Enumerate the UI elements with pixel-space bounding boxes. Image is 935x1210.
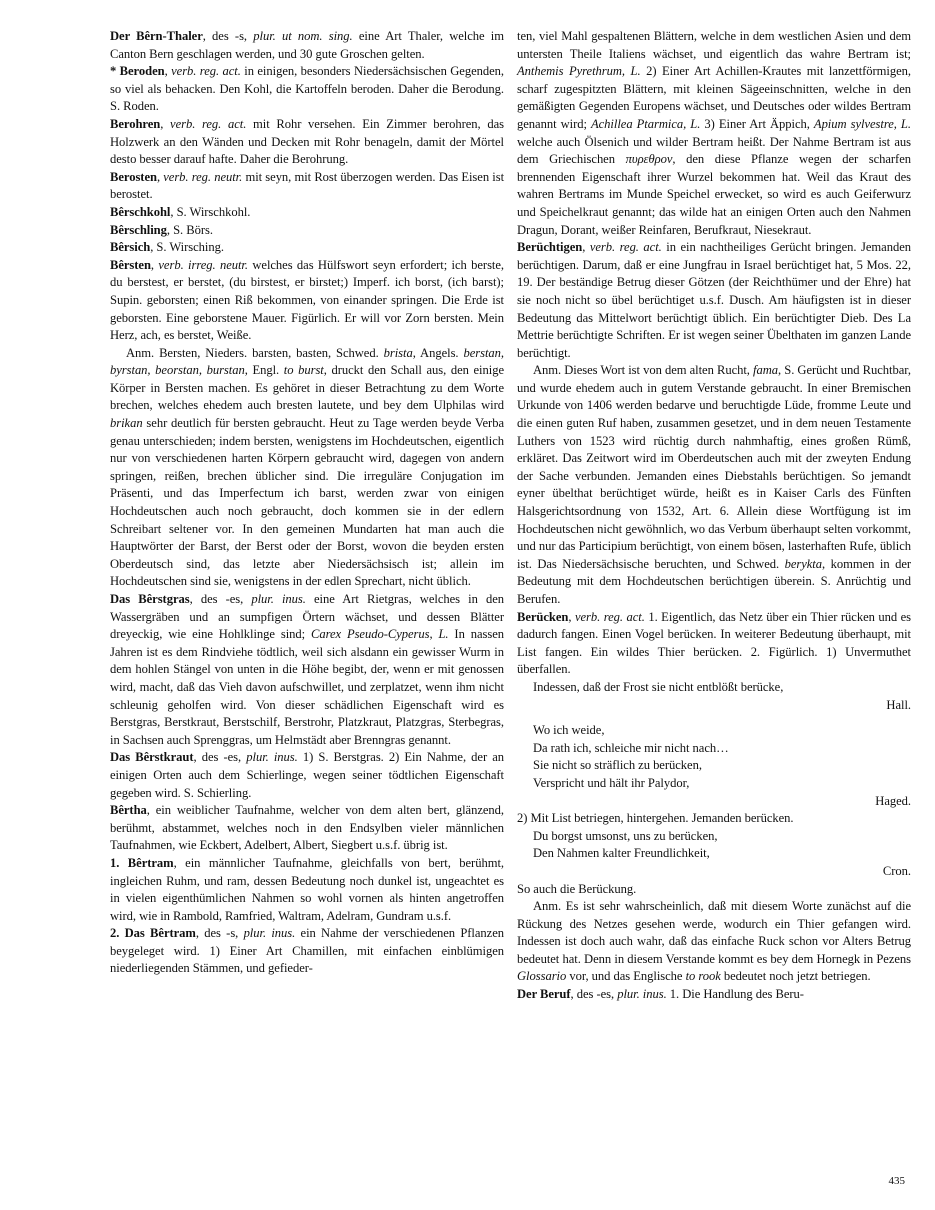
entry-paragraph <box>517 775 911 793</box>
entry-paragraph <box>517 810 911 828</box>
entry-headword: Bêrtha <box>110 803 147 818</box>
entry-text: , verb. reg. act. mit Rohr versehen. Ein Zimmer berohren, das Holzwerk an den Wänden und Decken mit Rohr benageln, damit der Mörtel desto besser darauf hafte. Daher die Berohrung. <box>110 116 504 167</box>
entry-headword: Der Bêrn-Thaler <box>110 29 203 43</box>
dictionary-entry <box>110 63 504 116</box>
dictionary-entry <box>110 802 504 855</box>
dictionary-entry <box>110 28 504 63</box>
entry-headword: * Beroden <box>110 64 165 79</box>
entry-headword: Berüchtigen <box>517 240 583 255</box>
dictionary-entry <box>110 925 504 978</box>
entry-text: Verspricht und hält ihr Palydor, <box>533 775 690 790</box>
entry-paragraph <box>110 345 504 591</box>
entry-text: Indessen, daß der Frost sie nicht entblößt berücke, <box>533 679 784 694</box>
dictionary-entry <box>110 257 504 345</box>
entry-paragraph <box>517 740 911 758</box>
entry-text: , S. Wirsching. <box>150 240 224 255</box>
dictionary-entry <box>110 204 504 222</box>
entry-paragraph <box>517 679 911 697</box>
entry-headword: 1. Bêrtram <box>110 855 174 870</box>
entry-text: 2) Mit List betriegen, hintergehen. Jemanden berücken. <box>517 811 794 826</box>
entry-text: Sie nicht so sträflich zu berücken, <box>533 758 702 773</box>
entry-text: Anm. Es ist sehr wahrscheinlich, daß mit diesem Worte zunächst auf die Rückung des Netzes gesehen werde, wodurch ein Thier gefangen wird. Indessen ist doch auch wahr, daß das einfache Ruck schon vor Alters Betrug bedeutet hat. Denn in diesem Verstande kommt es bey dem Hornegk in Pezens Glossario vor, und das Englische to rook bedeutet noch jetzt betriegen. <box>517 899 911 984</box>
entry-headword: Bêrschkohl <box>110 204 171 219</box>
entry-paragraph <box>517 722 911 740</box>
entry-paragraph <box>517 28 911 239</box>
dictionary-entry <box>110 222 504 240</box>
entry-headword: Berücken <box>517 609 569 624</box>
entry-paragraph <box>517 828 911 846</box>
dictionary-entry <box>110 855 504 925</box>
entry-text: Den Nahmen kalter Freundlichkeit, <box>533 846 710 861</box>
entry-text: Haged. <box>875 793 911 808</box>
entry-headword: Berosten <box>110 169 157 184</box>
entry-headword: Das Bêrstgras <box>110 592 190 606</box>
entry-headword: Bêrsich <box>110 240 151 255</box>
entry-paragraph <box>517 863 911 881</box>
entry-text: Anm. Dieses Wort ist von dem alten Rucht, fama, S. Gerücht und Ruchtbar, und wurde ehedem auch in gutem Verstande gebraucht. In einer Bremischen Urkunde von 1406 werden bedarve und beruchtigde Lüde, fromme Leute und die einen guten Ruf haben, zusammen gesetzet, und in dem neuen Testamente Luthers von 1523 wird rüchtig durch nahmhaftig, eines großen Rümß, erkläret. Das Zeitwort wird im Oberdeutschen auch mit der zweyten Endung der Sache verbunden. Jemanden eines Diebstahls berüchtigen. So jemandt eyner übelthat berüchtiget würde, heißt es in Kaiser Carls des Fünften Halsgerichtsordnung von 1532, Art. 6. Allein diese Wortfügung ist im Hochdeutschen nicht gewöhnlich, wo das Verbum überhaupt selten vorkommt, und nur das Participium berüchtigt, von einem bösen, lasterhaften Rufe, üblich ist. Das Niedersächsische beruchten, und Schwed. berykta, kommen in der Bedeutung mit dem Hochdeutschen berüchtigen überein. S. Anrüchtig und Berufen. <box>517 363 912 606</box>
entry-headword: Berohren <box>110 116 161 131</box>
entry-text: , des -es, plur. inus. 1) S. Berstgras. 2) Ein Nahme, der an einigen Orten auch dem Schierlinge, wegen seiner tödtlichen Eigenschaft gegeben wird. S. Schierling. <box>110 750 504 800</box>
entry-paragraph <box>517 793 911 811</box>
entry-paragraph <box>517 845 911 863</box>
entry-text: Hall. <box>886 697 911 712</box>
page-number: 435 <box>888 1175 905 1187</box>
dictionary-entry <box>110 169 504 204</box>
entry-text: , verb. reg. act. in einigen, besonders Niedersächsischen Gegenden, so viel als behacken. Den Kohl, die Kartoffeln beroden. Daher die Berodung. S. Roden. <box>110 64 504 114</box>
dictionary-entry <box>110 591 504 749</box>
entry-paragraph <box>517 697 911 715</box>
entry-text: Cron. <box>882 863 911 878</box>
entry-text: , des -es, plur. inus. 1. Die Handlung des Beru- <box>570 987 804 1002</box>
entry-text: , ein männlicher Taufnahme, gleichfalls von bert, berühmt, ingleichen Ruhm, und ram, dessen Bedeutung noch dunkel ist, ungeachtet es in vielen eigenthümlichen Nahmen so wohl vornen als hinten angetroffen wird, wie in Rambold, Ramfried, Waltram, Adelram, Gundram u.s.f. <box>110 855 504 923</box>
entry-headword: Bêrsten <box>110 257 151 272</box>
entry-paragraph <box>517 881 911 899</box>
entry-text: So auch die Berückung. <box>517 881 637 896</box>
dictionary-entry <box>110 239 504 257</box>
entry-text: Wo ich weide, <box>533 723 605 738</box>
entry-text: Da rath ich, schleiche mir nicht nach… <box>533 740 729 755</box>
entry-text: , verb. reg. neutr. mit seyn, mit Rost überzogen werden. Das Eisen ist berostet. <box>110 169 505 202</box>
entry-text: , verb. reg. act. 1. Eigentlich, das Netz über ein Thier rücken und es dadurch fangen. Einen Vogel berücken. In weiterer Bedeutung überhaupt, mit List fangen. Ein wildes Thier berücken. 2. Figürlich. 1) Unvermuthet überfallen. <box>517 609 911 677</box>
entry-headword: Das Bêrstkraut <box>110 750 194 765</box>
entry-text: Du borgst umsonst, uns zu berücken, <box>533 828 718 843</box>
right-column <box>517 28 911 1004</box>
entry-text: , S. Wirschkohl. <box>170 204 251 219</box>
entry-text: Anm. Bersten, Nieders. barsten, basten, Schwed. brista, Angels. berstan, byrstan, beorstan, burstan, Engl. to burst, druckt den Schall aus, den einige Körper in Bersten machen. Es gehöret in dieser Betrachtung zu dem Worte brechen, welches ehedem auch bresten lautete, und bey dem Ulphilas wird brikan sehr deutlich für bersten gebraucht. Heut zu Tage werden beyde Verba genau unterschieden; indem bersten, wenigstens im Hochdeutschen, eigentlich nur von verschiedenen harten Körpern gebraucht wird, dagegen von andern springen, reißen, brechen üblicher sind. Die irreguläre Conjugation im Präsenti, und das Imperfectum ich barst, werden zwar von einigen Hochdeutschen auch noch gebraucht, doch kommen sie in der edlern Schreibart seltener vor. In den gemeinen Mundarten hat man auch die Hauptwörter der Barst, der Berst oder der Borst, wovon die beyden ersten Oberdeutsch sind, das letzte aber Niedersächsisch ist; allein im Hochdeutschen sind sie, wenigstens in der edlen Sprechart, nicht üblich. <box>110 345 504 589</box>
entry-text: , S. Börs. <box>166 222 213 237</box>
dictionary-entry <box>110 116 504 169</box>
entry-text: , des -es, plur. inus. eine Art Rietgras, welches in den Wassergräben und an sumpfigen Örtern wächset, und dessen Blätter dreyeckig, wie eine Hohlklinge sind; Carex Pseudo-Cyperus, L. In nassen Jahren ist es dem Rindviehe tödtlich, weil sich alsdann ein gewisser Wurm in dem hohlen Stängel von unten in die Höhe begibt, der, wenn er mit genossen wird, macht, daß das Vieh davon aufschwillet, und zerplatzet, wenn ihm nicht schleunig geholfen wird. Von dieser schädlichen Eigenschaft wird es Berstgras, Berstkraut, Berstschilf, Berstrohr, Platzkraut, Platzgras, Sterbegras, in Sachsen auch Sprenggras, um Helmstädt aber Brenngras genannt. <box>110 592 504 747</box>
entry-paragraph <box>517 898 911 986</box>
dictionary-entry <box>517 986 911 1004</box>
entry-paragraph <box>517 362 911 608</box>
entry-text: , ein weiblicher Taufnahme, welcher von dem alten bert, glänzend, berühmt, abstammet, welches noch in den Endsylben vieler männlichen Taufnahmen, wie Eckbert, Adelbert, Albert, Siegbert u.s.f. übrig ist. <box>110 803 504 853</box>
entry-text: , verb. irreg. neutr. welches das Hülfswort seyn erfordert; ich berste, du berstest, er berstet, (du birstest, er birstet;) Imperf. ich borst, (ich barst); Supin. geborsten; einen Riß bekommen, von einander springen. Die Erde ist geborsten. Eine geborstene Mauer. Figürlich. Er will vor Zorn bersten. Mein Herz, ach, es berstet, Weiße. <box>110 257 505 343</box>
dictionary-entry <box>517 239 911 362</box>
entry-paragraph <box>517 757 911 775</box>
entry-text: ten, viel Mahl gespaltenen Blättern, welche in dem westlichen Asien und dem untersten Theile Italiens wächset, und eigentlich das wahre Bertram ist; Anthemis Pyrethrum, L. 2) Einer Art Achillen-Krautes mit lanzettförmigen, scharf zugespitzten Blättern, mit kleinen Sägeeinschnitten, welche in den gemäßigten Gegenden Europens wächset, und Deutsches oder wildes Bertram genannt wird; Achillea Ptarmica, L. 3) Einer Art Äppich, Apium sylvestre, L. welche auch Ölsenich und wilder Bertram heißt. Der Nahme Bertram ist aus dem Griechischen πυρεθρον, den diese Pflanze wegen der scharfen brennenden Eigenschaft ihrer Wurzel bekommen hat. Weil das Kraut des wahren Bertrams im Munde Speichel erwecket, so wird es auch Geiferwurz und Speichelkraut genannt; das wilde hat an einigen Orten auch den Nahmen Dragun, Dorant, weißer Reinfaren, Berufkraut, Niesekraut. <box>517 29 911 237</box>
entry-headword: Der Beruf <box>517 987 571 1002</box>
dictionary-entry <box>110 749 504 802</box>
entry-headword: 2. Das Bêrtram <box>110 926 196 941</box>
entry-headword: Bêrschling <box>110 222 167 237</box>
dictionary-entry <box>517 609 911 679</box>
entry-text: , verb. reg. act. in ein nachtheiliges Gerücht bringen. Jemanden berüchtigen. Darum, daß er eine Jungfrau in Israel berüchtiget hat, 5 Mos. 22, 19. Der beständige Betrug dieser Götzen (der Reichthümer und der Ehre) hat sie noch nicht so übel berüchtiget u.s.f. Dusch. Am häufigsten ist in dieser Bedeutung das Mittelwort berüchtigt üblich. Ein berüchtigter Dieb. Des La Mettrie berüchtigte Schriften. Er ist wegen seiner Übelthaten im ganzen Lande berüchtigt. <box>517 240 911 360</box>
entry-text: , des -s, plur. ut nom. sing. eine Art Thaler, welche im Canton Bern geschlagen werden, und 30 gute Groschen gelten. <box>110 29 504 61</box>
left-column <box>110 28 504 978</box>
entry-text: , des -s, plur. inus. ein Nahme der verschiedenen Pflanzen beygeleget wird. 1) Einer Art Chamillen, mit einfachen einblümigen niederliegenden Stämmen, und gefieder- <box>110 926 504 976</box>
